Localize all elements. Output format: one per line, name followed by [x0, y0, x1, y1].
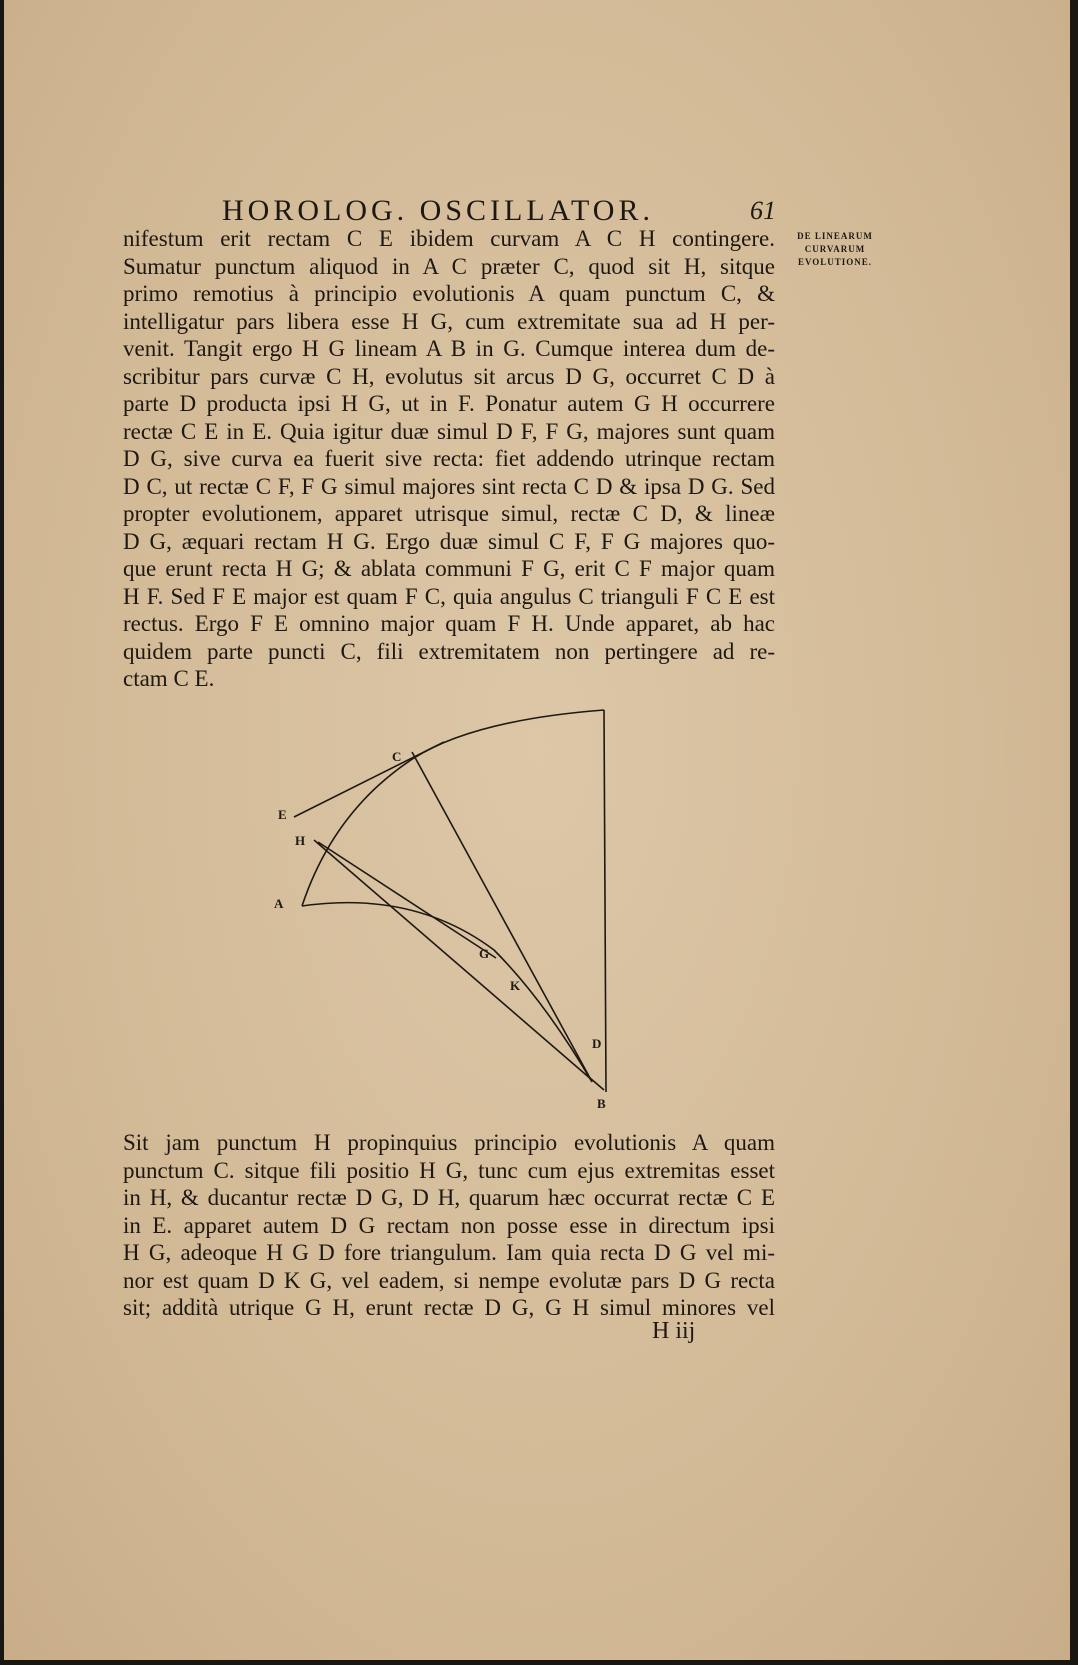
- text-line: intelligatur pars libera esse H G, cum extremitate sua ad H per-: [123, 308, 775, 334]
- text-line: nifestum erit rectam C E ibidem curvam A C H contingere.: [123, 226, 775, 251]
- curve-ad: [302, 903, 592, 1082]
- label-a: A: [274, 896, 284, 911]
- text-line: propter evolutionem, apparet utrisque simul, rectæ C D, & lineæ: [123, 501, 775, 526]
- running-head: HOROLOG. OSCILLATOR.: [222, 194, 654, 227]
- text-line: in H, & ducantur rectæ D G, D H, quarum hæc occurrat rectæ C E: [123, 1185, 775, 1210]
- line-cd: [412, 752, 590, 1078]
- label-h: H: [295, 833, 306, 848]
- catchword-signature: H iij: [652, 1318, 696, 1344]
- text-line: Sumatur punctum aliquod in A C præter C, quod sit H, sitque: [123, 253, 775, 279]
- text-line: primo remotius à principio evolutionis A quam punctum C, &: [123, 281, 775, 306]
- text-line: venit. Tangit ergo H G lineam A B in G. Cumque interea dum de-: [123, 336, 775, 361]
- text-line: nor est quam D K G, vel eadem, si nempe evolutæ pars D G recta: [123, 1267, 775, 1293]
- page-number: 61: [750, 196, 776, 225]
- text-line: rectæ C E in E. Quia igitur duæ simul D F, F G, majores sunt quam: [123, 418, 775, 444]
- right-edge: [604, 710, 606, 1092]
- line-hd: [314, 840, 592, 1080]
- margin-note-line: CURVARUM: [804, 244, 866, 254]
- book-page: [4, 0, 1070, 1660]
- label-k: K: [510, 978, 521, 993]
- geometric-figure: [274, 700, 634, 1120]
- text-line: scribitur pars curvæ C H, evolutus sit arcus D G, occurret C D à: [123, 363, 775, 389]
- label-e: E: [278, 807, 287, 822]
- text-line: D G, æquari rectam H G. Ergo duæ simul C F, F G majores quo-: [123, 528, 775, 554]
- paragraph-2: [123, 1129, 775, 1322]
- label-b: B: [597, 1096, 606, 1111]
- text-line: sit; addità utrique G H, erunt rectæ D G, G H simul minores vel: [123, 1295, 775, 1320]
- line-ec: [294, 742, 444, 817]
- margin-note: [780, 230, 890, 269]
- text-line: ctam C E.: [123, 666, 215, 691]
- line-db: [590, 1078, 604, 1090]
- curve-ach: [302, 710, 604, 906]
- text-line: quidem parte puncti C, fili extremitatem non pertingere ad re-: [123, 638, 775, 664]
- paragraph-1: [123, 225, 775, 693]
- text-line: parte D producta ipsi H G, ut in F. Ponatur autem G H occurrere: [123, 391, 775, 416]
- text-line: H G, adeoque H G D fore triangulum. Iam quia recta D G vel mi-: [123, 1240, 775, 1265]
- text-line: D G, sive curva ea fuerit sive recta: fiet addendo utrinque rectam: [123, 446, 775, 471]
- text-line: que erunt recta H G; & ablata communi F G, erit C F major quam: [123, 556, 775, 581]
- text-line: rectus. Ergo F E omnino major quam F H. Unde apparet, ab hac: [123, 611, 775, 636]
- margin-note-line: DE LINEARUM: [797, 231, 873, 241]
- label-d: D: [592, 1036, 602, 1051]
- text-line: H F. Sed F E major est quam F C, quia angulus C trianguli F C E est: [123, 583, 775, 609]
- text-line: in E. apparet autem D G rectam non posse esse in directum ipsi: [123, 1212, 775, 1238]
- line-hg: [318, 842, 496, 958]
- margin-note-line: EVOLUTIONE.: [797, 257, 873, 267]
- text-line: punctum C. sitque fili positio H G, tunc cum ejus extremitas esset: [123, 1157, 775, 1183]
- label-g: G: [479, 946, 490, 961]
- text-line: D C, ut rectæ C F, F G simul majores sint recta C D & ipsa D G. Sed: [123, 473, 775, 499]
- text-line: Sit jam punctum H propinquius principio evolutionis A quam: [123, 1130, 775, 1155]
- label-c: C: [392, 749, 402, 764]
